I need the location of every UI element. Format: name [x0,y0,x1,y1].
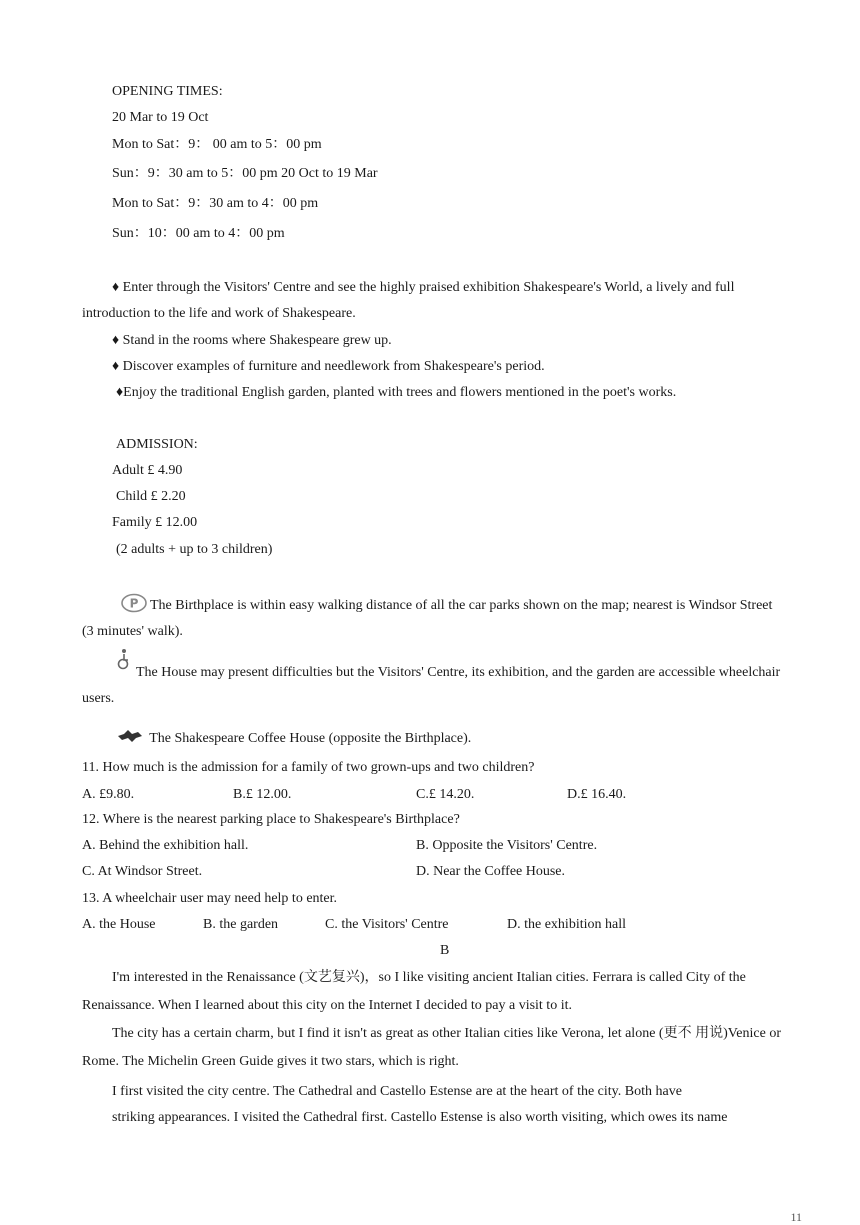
option: D.£ 16.40. [567,787,627,802]
admission-line: Adult £ 4.90 [112,463,183,478]
passage-paragraph: The city has a certain charm, but I find it isn't as great as other Italian cities like Verona, let alone (更不 用说)Venice or Rome. The Michelin Green Guide gives it two stars, which is right. [82,1026,781,1069]
admission-line: Child £ 2.20 [116,489,186,504]
question-12-stem: 12. Where is the nearest parking place to Shakespeare's Birthplace? [82,812,460,827]
opening-line: Mon to Sat：9： 00 am to 5：00 pm [112,137,322,152]
option: C. At Windsor Street. [82,864,203,879]
option: B. the garden [203,917,279,932]
question-11-stem: 11. How much is the admission for a family of two grown-ups and two children? [82,760,535,775]
svg-text:P: P [129,596,139,611]
parking-note [82,593,782,645]
page-number: 11 [790,1210,802,1224]
admission-line: (2 adults + up to 3 children) [116,542,273,557]
option: A. the House [82,917,156,932]
feature-item: ♦ Stand in the rooms where Shakespeare grew up. [112,333,392,348]
parking-text: The Birthplace is within easy walking distance of all the car parks shown on the map; nearest is Windsor Street (3 minutes' walk). [82,598,773,639]
coffee-cup-icon [116,728,144,750]
feature-item: ♦ Discover examples of furniture and needlework from Shakespeare's period. [112,359,545,374]
admission-title: ADMISSION: [116,437,198,452]
question-13-stem: 13. A wheelchair user may need help to enter. [82,891,338,906]
wheelchair-note [82,660,782,712]
option: A. £9.80. [82,787,135,802]
passage-line: striking appearances. I visited the Cathedral first. Castello Estense is also worth visiting, which owes its name [112,1110,728,1125]
feature-item: ♦Enjoy the traditional English garden, planted with trees and flowers mentioned in the poet's works. [116,385,677,400]
option: C. the Visitors' Centre [325,917,449,932]
section-heading: B [440,943,450,958]
opening-line: Sun：9：30 am to 5：00 pm 20 Oct to 19 Mar [112,166,378,181]
option: A. Behind the exhibition hall. [82,838,249,853]
admission-line: Family £ 12.00 [112,515,198,530]
coffee-note [116,728,471,750]
opening-line: Sun：10：00 am to 4：00 pm [112,226,285,241]
coffee-text: The Shakespeare Coffee House (opposite the Birthplace). [149,731,472,747]
opening-line: 20 Mar to 19 Oct [112,110,209,125]
wheelchair-icon [116,648,132,680]
passage-paragraph: I'm interested in the Renaissance (文艺复兴)，so I like visiting ancient Italian cities. Ferrara is called City of the Renaissance. When I learned about this city on the Internet I decided to pay a visit to it. [82,970,746,1013]
option: B.£ 12.00. [233,787,292,802]
wheelchair-text: The House may present difficulties but the Visitors' Centre, its exhibition, and the garden are accessible wheelchair users. [82,665,781,706]
parking-icon [120,593,148,623]
option: D. Near the Coffee House. [416,864,566,879]
opening-times-title: OPENING TIMES: [112,84,223,99]
feature-item: ♦ Enter through the Visitors' Centre and see the highly praised exhibition Shakespeare's World, a lively and full introduction to the life and work of Shakespeare. [82,280,735,321]
opening-line: Mon to Sat：9：30 am to 4：00 pm [112,196,319,211]
option: B. Opposite the Visitors' Centre. [416,838,598,853]
option: C.£ 14.20. [416,787,475,802]
passage-line: I first visited the city centre. The Cathedral and Castello Estense are at the heart of the city. Both have [112,1084,682,1099]
option: D. the exhibition hall [507,917,626,932]
